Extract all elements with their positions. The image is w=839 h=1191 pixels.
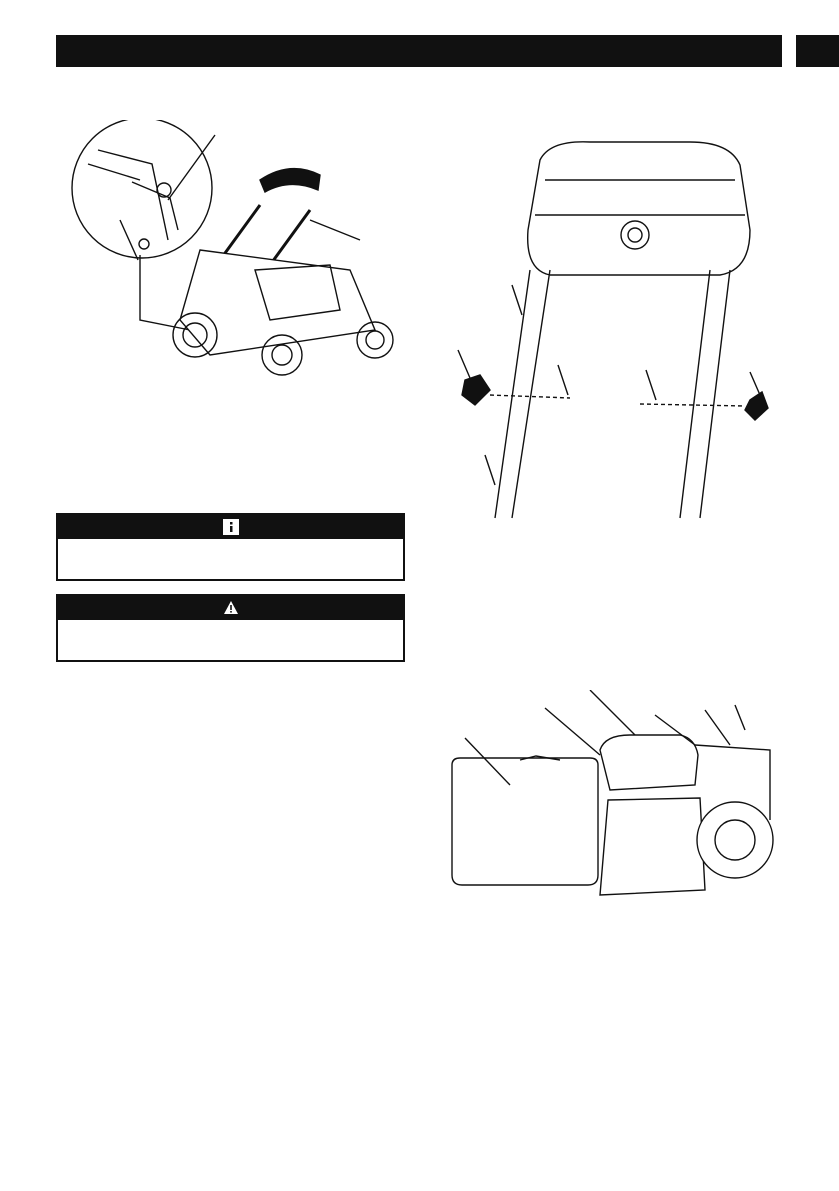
grass-bag [452, 756, 598, 885]
knob-left [462, 375, 570, 405]
rotation-arrow-icon [260, 169, 320, 192]
handle-tube-right [680, 270, 730, 518]
section-tab [796, 35, 839, 67]
lawn-mower [173, 205, 393, 375]
callout-line [310, 220, 360, 240]
warning-triangle-icon [223, 600, 239, 615]
info-icon [223, 519, 239, 535]
warning-notice [56, 594, 405, 662]
info-notice [56, 513, 405, 581]
page-header-bar [56, 35, 782, 67]
warning-notice-header [58, 596, 403, 620]
handle-tube-left [495, 270, 550, 518]
detail-circle [72, 120, 212, 260]
handle-console [528, 142, 750, 275]
handle-knob-assembly-illustration [450, 140, 780, 520]
handle-fold-illustration [60, 120, 410, 390]
info-notice-header [58, 515, 403, 539]
lawn-mower-rear [600, 735, 773, 895]
knob-right [640, 392, 768, 420]
grass-bag-attachment-illustration [440, 690, 785, 910]
